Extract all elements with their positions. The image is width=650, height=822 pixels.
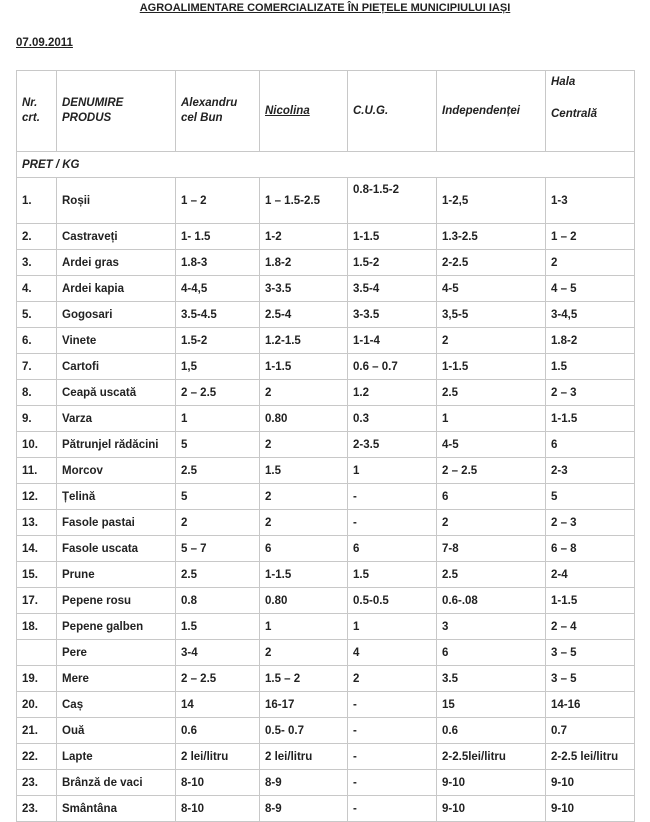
cell-independentei: 2 bbox=[437, 328, 546, 354]
cell-alexandru: 2 – 2.5 bbox=[176, 380, 260, 406]
cell-hala: 1-3 bbox=[546, 178, 635, 224]
cell-nicolina: 3-3.5 bbox=[260, 276, 348, 302]
cell-alexandru: 1- 1.5 bbox=[176, 224, 260, 250]
header-independentei: Independenței bbox=[437, 71, 546, 152]
cell-cug: 1.2 bbox=[348, 380, 437, 406]
cell-nr: 7. bbox=[17, 354, 57, 380]
cell-hala: 2 – 3 bbox=[546, 510, 635, 536]
cell-nicolina: 1-2 bbox=[260, 224, 348, 250]
cell-name: Pătrunjel rădăcini bbox=[57, 432, 176, 458]
cell-nicolina: 2 bbox=[260, 484, 348, 510]
cell-nr: 15. bbox=[17, 562, 57, 588]
cell-independentei: 9-10 bbox=[437, 770, 546, 796]
cell-independentei: 6 bbox=[437, 484, 546, 510]
cell-cug: 1-1.5 bbox=[348, 224, 437, 250]
cell-hala: 2 – 4 bbox=[546, 614, 635, 640]
cell-nicolina: 1.2-1.5 bbox=[260, 328, 348, 354]
cell-alexandru: 5 bbox=[176, 484, 260, 510]
cell-hala: 1.5 bbox=[546, 354, 635, 380]
header-cug: C.U.G. bbox=[348, 71, 437, 152]
table-row bbox=[17, 276, 635, 302]
cell-independentei: 2.5 bbox=[437, 562, 546, 588]
header-hala-line2: Centrală bbox=[551, 108, 598, 120]
cell-cug: 3.5-4 bbox=[348, 276, 437, 302]
cell-hala: 1-1.5 bbox=[546, 406, 635, 432]
cell-nr: 8. bbox=[17, 380, 57, 406]
cell-cug: 3-3.5 bbox=[348, 302, 437, 328]
cell-independentei: 3.5 bbox=[437, 666, 546, 692]
cell-hala: 2-3 bbox=[546, 458, 635, 484]
cell-independentei: 2-2.5 bbox=[437, 250, 546, 276]
cell-cug: - bbox=[348, 692, 437, 718]
cell-independentei: 3,5-5 bbox=[437, 302, 546, 328]
cell-hala: 2 – 3 bbox=[546, 380, 635, 406]
table-row bbox=[17, 458, 635, 484]
cell-nicolina: 2 bbox=[260, 510, 348, 536]
cell-cug: 4 bbox=[348, 640, 437, 666]
cell-cug: 1 bbox=[348, 458, 437, 484]
cell-name: Gogosari bbox=[57, 302, 176, 328]
cell-cug: 0.6 – 0.7 bbox=[348, 354, 437, 380]
cell-cug: 1.5 bbox=[348, 562, 437, 588]
cell-nr: 1. bbox=[17, 178, 57, 224]
cell-hala: 1 – 2 bbox=[546, 224, 635, 250]
cell-nicolina: 1-1.5 bbox=[260, 354, 348, 380]
cell-hala: 3-4,5 bbox=[546, 302, 635, 328]
cell-nr: 11. bbox=[17, 458, 57, 484]
cell-name: Pere bbox=[57, 640, 176, 666]
table-header-row bbox=[17, 71, 635, 152]
cell-cug: 0.8-1.5-2 bbox=[348, 178, 437, 224]
cell-nr: 3. bbox=[17, 250, 57, 276]
table-row bbox=[17, 406, 635, 432]
cell-independentei: 2 – 2.5 bbox=[437, 458, 546, 484]
cell-independentei: 7-8 bbox=[437, 536, 546, 562]
cell-nicolina: 8-9 bbox=[260, 770, 348, 796]
cell-name: Fasole uscata bbox=[57, 536, 176, 562]
cell-name: Prune bbox=[57, 562, 176, 588]
cell-independentei: 4-5 bbox=[437, 276, 546, 302]
cell-alexandru: 0.8 bbox=[176, 588, 260, 614]
cell-alexandru: 8-10 bbox=[176, 796, 260, 822]
cell-independentei: 2-2.5lei/litru bbox=[437, 744, 546, 770]
cell-name: Smântâna bbox=[57, 796, 176, 822]
cell-nr: 4. bbox=[17, 276, 57, 302]
cell-alexandru: 4-4,5 bbox=[176, 276, 260, 302]
cell-alexandru: 5 – 7 bbox=[176, 536, 260, 562]
cell-alexandru: 1 bbox=[176, 406, 260, 432]
table-row bbox=[17, 250, 635, 276]
table-row bbox=[17, 302, 635, 328]
price-table bbox=[16, 70, 635, 822]
cell-alexandru: 0.6 bbox=[176, 718, 260, 744]
cell-nicolina: 2 bbox=[260, 640, 348, 666]
cell-independentei: 0.6-.08 bbox=[437, 588, 546, 614]
table-row bbox=[17, 432, 635, 458]
cell-nicolina: 1.8-2 bbox=[260, 250, 348, 276]
cell-independentei: 1-2,5 bbox=[437, 178, 546, 224]
cell-nr: 6. bbox=[17, 328, 57, 354]
cell-alexandru: 2 lei/litru bbox=[176, 744, 260, 770]
cell-nr: 23. bbox=[17, 796, 57, 822]
cell-nr: 5. bbox=[17, 302, 57, 328]
header-nicolina bbox=[260, 71, 348, 152]
cell-nr: 9. bbox=[17, 406, 57, 432]
cell-nicolina: 16-17 bbox=[260, 692, 348, 718]
cell-nicolina: 1.5 – 2 bbox=[260, 666, 348, 692]
cell-independentei: 0.6 bbox=[437, 718, 546, 744]
cell-hala: 6 bbox=[546, 432, 635, 458]
cell-independentei: 4-5 bbox=[437, 432, 546, 458]
cell-cug: - bbox=[348, 718, 437, 744]
cell-name: Varza bbox=[57, 406, 176, 432]
table-row bbox=[17, 380, 635, 406]
cell-nicolina: 2.5-4 bbox=[260, 302, 348, 328]
table-row bbox=[17, 718, 635, 744]
cell-nicolina: 6 bbox=[260, 536, 348, 562]
cell-nr: 18. bbox=[17, 614, 57, 640]
cell-nicolina: 1-1.5 bbox=[260, 562, 348, 588]
table-row bbox=[17, 692, 635, 718]
cell-nicolina: 2 lei/litru bbox=[260, 744, 348, 770]
table-row bbox=[17, 666, 635, 692]
cell-name: Ardei kapia bbox=[57, 276, 176, 302]
cell-cug: - bbox=[348, 796, 437, 822]
cell-name: Ouă bbox=[57, 718, 176, 744]
cell-hala: 4 – 5 bbox=[546, 276, 635, 302]
cell-hala: 2-4 bbox=[546, 562, 635, 588]
cell-independentei: 2 bbox=[437, 510, 546, 536]
cell-alexandru: 2.5 bbox=[176, 458, 260, 484]
cell-alexandru: 2.5 bbox=[176, 562, 260, 588]
cell-cug: 1.5-2 bbox=[348, 250, 437, 276]
cell-nr bbox=[17, 640, 57, 666]
cell-nicolina: 1 – 1.5-2.5 bbox=[260, 178, 348, 224]
cell-alexandru: 3.5-4.5 bbox=[176, 302, 260, 328]
cell-cug: 2 bbox=[348, 666, 437, 692]
cell-name: Brânză de vaci bbox=[57, 770, 176, 796]
cell-cug: 2-3.5 bbox=[348, 432, 437, 458]
cell-name: Lapte bbox=[57, 744, 176, 770]
cell-independentei: 6 bbox=[437, 640, 546, 666]
report-date: 07.09.2011 bbox=[16, 37, 73, 49]
cell-hala: 2-2.5 lei/litru bbox=[546, 744, 635, 770]
cell-cug: 1 bbox=[348, 614, 437, 640]
cell-alexandru: 1.5-2 bbox=[176, 328, 260, 354]
table-row bbox=[17, 510, 635, 536]
cell-nr: 19. bbox=[17, 666, 57, 692]
cell-cug: 6 bbox=[348, 536, 437, 562]
header-hala-line1: Hala bbox=[551, 76, 576, 88]
cell-alexandru: 5 bbox=[176, 432, 260, 458]
cell-nicolina: 0.80 bbox=[260, 588, 348, 614]
cell-independentei: 1-1.5 bbox=[437, 354, 546, 380]
table-row bbox=[17, 640, 635, 666]
cell-alexandru: 1.5 bbox=[176, 614, 260, 640]
cell-nr: 23. bbox=[17, 770, 57, 796]
cell-cug: 0.5-0.5 bbox=[348, 588, 437, 614]
cell-nicolina: 2 bbox=[260, 380, 348, 406]
cell-name: Roșii bbox=[57, 178, 176, 224]
cell-nicolina: 1 bbox=[260, 614, 348, 640]
cell-alexandru: 8-10 bbox=[176, 770, 260, 796]
cell-nicolina: 2 bbox=[260, 432, 348, 458]
cell-nicolina: 0.80 bbox=[260, 406, 348, 432]
cell-name: Ceapă uscată bbox=[57, 380, 176, 406]
cell-alexandru: 2 bbox=[176, 510, 260, 536]
cell-nr: 12. bbox=[17, 484, 57, 510]
cell-independentei: 1.3-2.5 bbox=[437, 224, 546, 250]
cell-alexandru: 2 – 2.5 bbox=[176, 666, 260, 692]
cell-alexandru: 1.8-3 bbox=[176, 250, 260, 276]
cell-name: Castraveți bbox=[57, 224, 176, 250]
cell-hala: 0.7 bbox=[546, 718, 635, 744]
table-row bbox=[17, 614, 635, 640]
header-hala-centrala bbox=[546, 71, 635, 152]
cell-hala: 9-10 bbox=[546, 796, 635, 822]
cell-alexandru: 1,5 bbox=[176, 354, 260, 380]
cell-name: Cartofi bbox=[57, 354, 176, 380]
cell-hala: 6 – 8 bbox=[546, 536, 635, 562]
cell-nicolina: 8-9 bbox=[260, 796, 348, 822]
cell-cug: - bbox=[348, 744, 437, 770]
section-label: PRET / KG bbox=[17, 152, 635, 178]
cell-cug: 0.3 bbox=[348, 406, 437, 432]
cell-nr: 20. bbox=[17, 692, 57, 718]
cell-name: Vinete bbox=[57, 328, 176, 354]
cell-alexandru: 14 bbox=[176, 692, 260, 718]
cell-name: Țelină bbox=[57, 484, 176, 510]
cell-name: Morcov bbox=[57, 458, 176, 484]
cell-nr: 17. bbox=[17, 588, 57, 614]
cell-hala: 1-1.5 bbox=[546, 588, 635, 614]
cell-nr: 10. bbox=[17, 432, 57, 458]
cell-nr: 14. bbox=[17, 536, 57, 562]
cell-nr: 2. bbox=[17, 224, 57, 250]
cell-name: Ardei gras bbox=[57, 250, 176, 276]
cell-cug: 1-1-4 bbox=[348, 328, 437, 354]
table-row bbox=[17, 354, 635, 380]
cell-name: Mere bbox=[57, 666, 176, 692]
cell-independentei: 3 bbox=[437, 614, 546, 640]
cell-hala: 3 – 5 bbox=[546, 666, 635, 692]
cell-name: Pepene galben bbox=[57, 614, 176, 640]
cell-independentei: 9-10 bbox=[437, 796, 546, 822]
table-row bbox=[17, 328, 635, 354]
cell-alexandru: 3-4 bbox=[176, 640, 260, 666]
cell-cug: - bbox=[348, 770, 437, 796]
cell-nicolina: 1.5 bbox=[260, 458, 348, 484]
table-row bbox=[17, 562, 635, 588]
table-row bbox=[17, 224, 635, 250]
cell-name: Fasole pastai bbox=[57, 510, 176, 536]
table-row bbox=[17, 484, 635, 510]
cell-name: Caș bbox=[57, 692, 176, 718]
table-row bbox=[17, 536, 635, 562]
section-row bbox=[17, 152, 635, 178]
header-nicolina-label: Nicolina bbox=[265, 104, 310, 117]
cell-nr: 21. bbox=[17, 718, 57, 744]
cell-hala: 1.8-2 bbox=[546, 328, 635, 354]
cell-hala: 2 bbox=[546, 250, 635, 276]
cell-nr: 22. bbox=[17, 744, 57, 770]
table-row bbox=[17, 770, 635, 796]
cell-alexandru: 1 – 2 bbox=[176, 178, 260, 224]
cell-hala: 14-16 bbox=[546, 692, 635, 718]
table-row bbox=[17, 744, 635, 770]
cell-nr: 13. bbox=[17, 510, 57, 536]
page-title: AGROALIMENTARE COMERCIALIZATE ÎN PIEȚELE MUNICIPIULUI IAȘI bbox=[139, 2, 511, 14]
cell-hala: 5 bbox=[546, 484, 635, 510]
table-row bbox=[17, 588, 635, 614]
cell-independentei: 15 bbox=[437, 692, 546, 718]
cell-independentei: 2.5 bbox=[437, 380, 546, 406]
cell-nicolina: 0.5- 0.7 bbox=[260, 718, 348, 744]
table-row bbox=[17, 178, 635, 224]
cell-hala: 9-10 bbox=[546, 770, 635, 796]
header-nr: Nr. crt. bbox=[17, 71, 57, 152]
cell-name: Pepene rosu bbox=[57, 588, 176, 614]
cell-cug: - bbox=[348, 510, 437, 536]
cell-cug: - bbox=[348, 484, 437, 510]
cell-independentei: 1 bbox=[437, 406, 546, 432]
header-product-name: DENUMIRE PRODUS bbox=[57, 71, 176, 152]
header-alexandru-cel-bun: Alexandru cel Bun bbox=[176, 71, 260, 152]
cell-hala: 3 – 5 bbox=[546, 640, 635, 666]
